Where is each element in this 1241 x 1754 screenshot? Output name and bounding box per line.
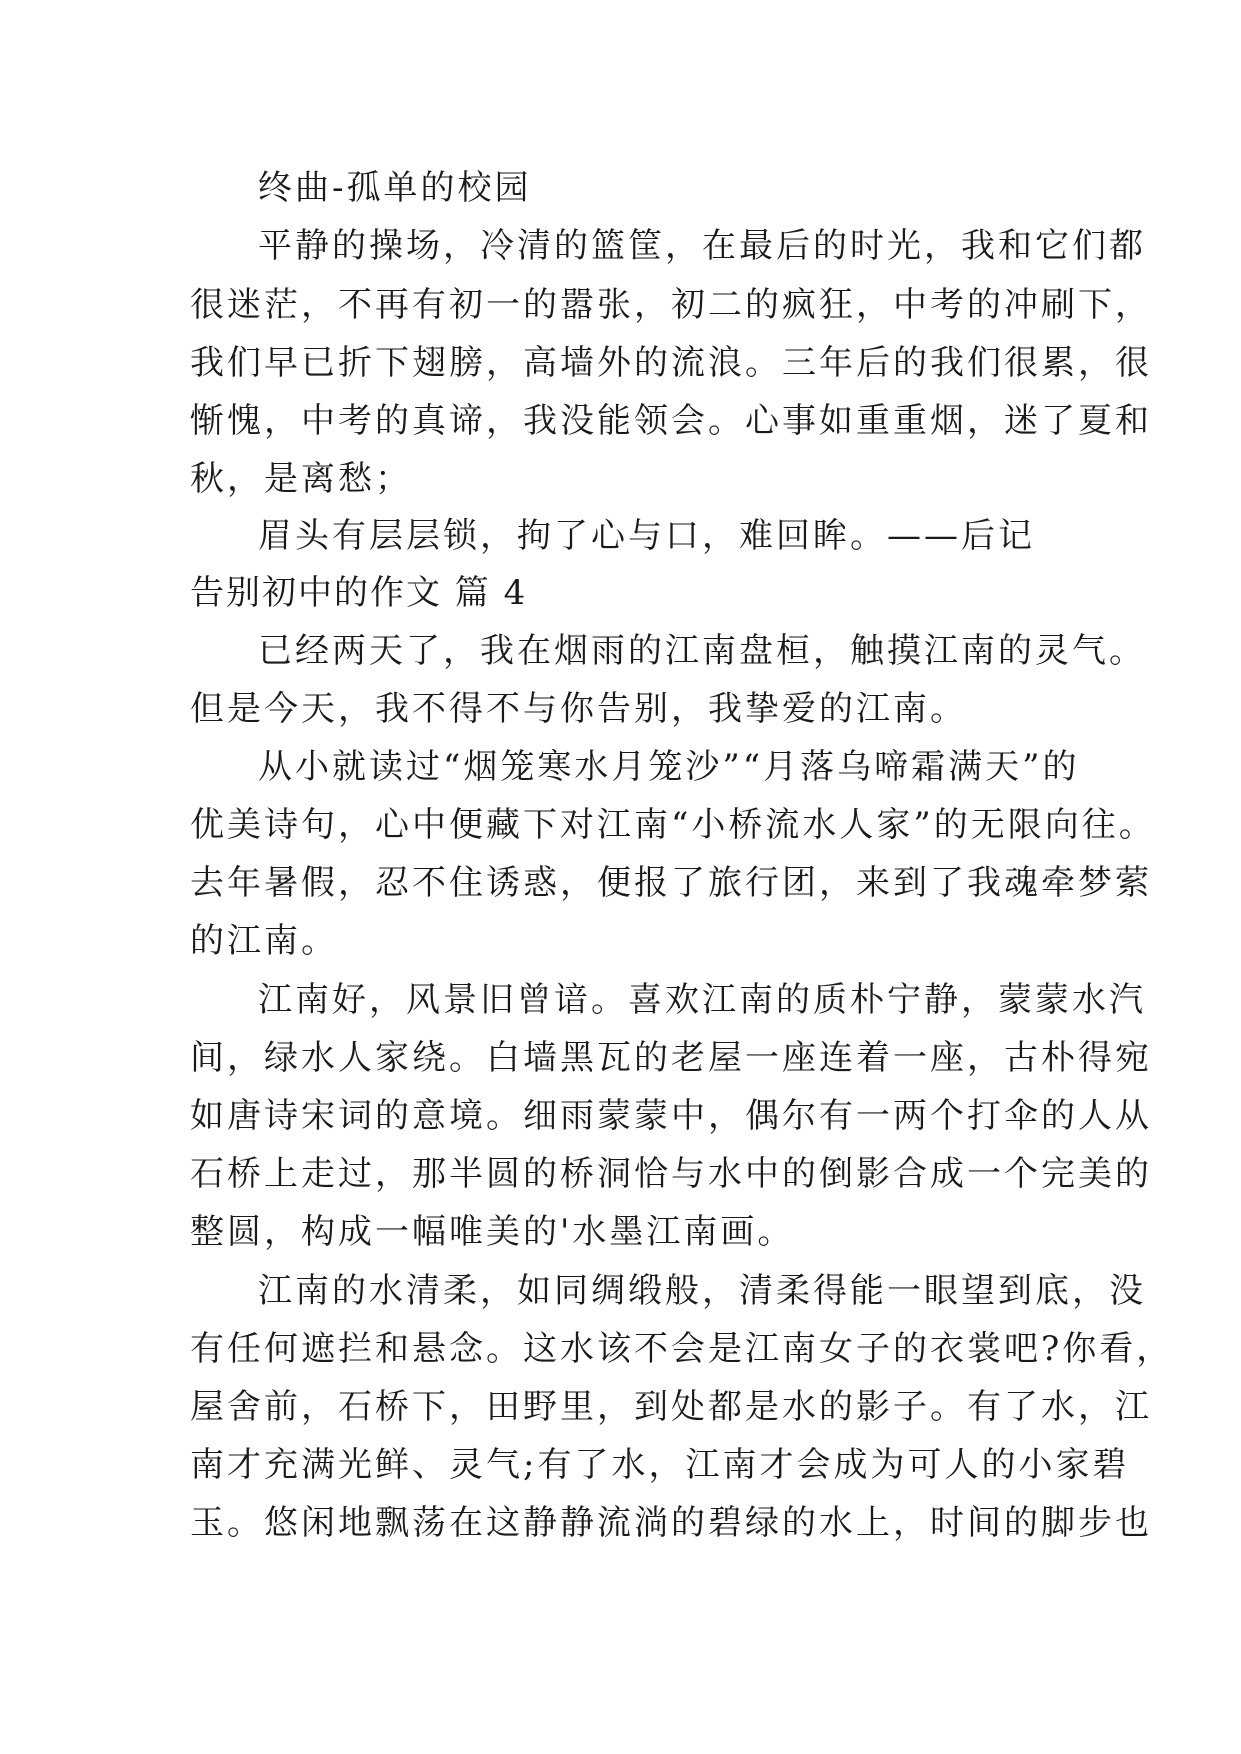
- paragraph-line: 眉头有层层锁，拘了心与口，难回眸。——后记: [258, 516, 1035, 556]
- paragraph-line: 但是今天，我不得不与你告别，我挚爱的江南。: [190, 689, 967, 729]
- paragraph-line: 去年暑假，忍不住诱惑，便报了旅行团，来到了我魂牵梦萦: [190, 863, 1152, 903]
- article-heading: 告别初中的作文 篇 4: [190, 573, 528, 613]
- section-title: 终曲-孤单的校园: [258, 168, 532, 208]
- paragraph-line: 平静的操场，冷清的篮筐，在最后的时光，我和它们都: [258, 226, 1146, 266]
- paragraph-line: 惭愧，中考的真谛，我没能领会。心事如重重烟，迷了夏和: [190, 401, 1152, 441]
- paragraph-line: 优美诗句，心中便藏下对江南“小桥流水人家”的无限向往。: [190, 805, 1156, 845]
- paragraph-line: 南才充满光鲜、灵气;有了水，江南才会成为可人的小家碧: [190, 1445, 1130, 1485]
- paragraph-line: 整圆，构成一幅唯美的'水墨江南画。: [190, 1212, 795, 1252]
- paragraph-line: 的江南。: [190, 921, 338, 961]
- paragraph-line: 我们早已折下翅膀，高墙外的流浪。三年后的我们很累，很: [190, 343, 1152, 383]
- paragraph-line: 从小就读过“烟笼寒水月笼沙”“月落乌啼霜满天”的: [258, 747, 1080, 787]
- paragraph-line: 江南好，风景旧曾谙。喜欢江南的质朴宁静，蒙蒙水汽: [258, 980, 1146, 1020]
- paragraph-line: 屋舍前，石桥下，田野里，到处都是水的影子。有了水，江: [190, 1387, 1152, 1427]
- paragraph-line: 有任何遮拦和悬念。这水该不会是江南女子的衣裳吧?你看，: [190, 1329, 1174, 1369]
- paragraph-line: 秋，是离愁；: [190, 459, 412, 499]
- paragraph-line: 江南的水清柔，如同绸缎般，清柔得能一眼望到底，没: [258, 1271, 1146, 1311]
- paragraph-line: 石桥上走过，那半圆的桥洞恰与水中的倒影合成一个完美的: [190, 1154, 1152, 1194]
- paragraph-line: 间，绿水人家绕。白墙黑瓦的老屋一座连着一座，古朴得宛: [190, 1038, 1152, 1078]
- paragraph-line: 很迷茫，不再有初一的嚣张，初二的疯狂，中考的冲刷下，: [190, 285, 1152, 325]
- paragraph-line: 如唐诗宋词的意境。细雨蒙蒙中，偶尔有一两个打伞的人从: [190, 1096, 1152, 1136]
- paragraph-line: 已经两天了，我在烟雨的江南盘桓，触摸江南的灵气。: [258, 631, 1146, 671]
- paragraph-line: 玉。悠闲地飘荡在这静静流淌的碧绿的水上，时间的脚步也: [190, 1503, 1152, 1543]
